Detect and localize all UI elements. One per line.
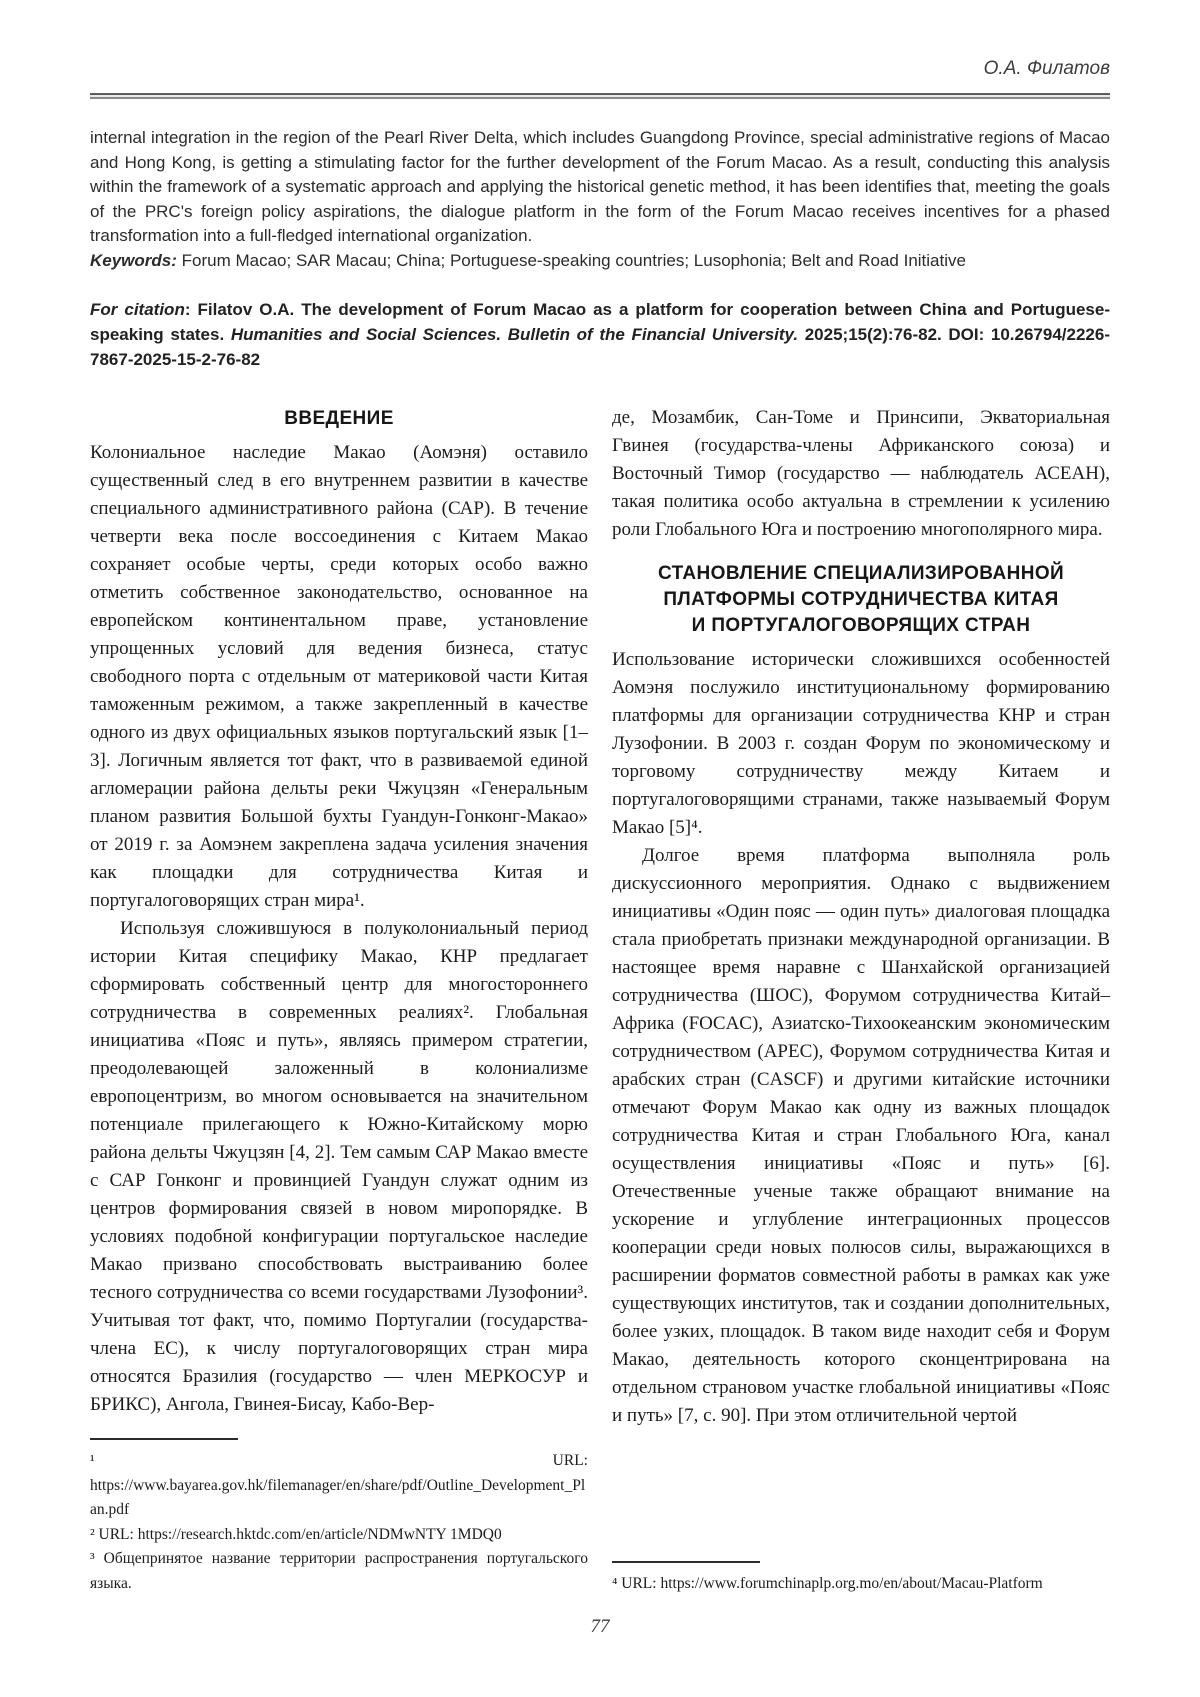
right-footnotes xyxy=(612,1561,1110,1597)
footnote-4: ⁴ URL: https://www.forumchinaplp.org.mo/en/about/Macau-Platform xyxy=(612,1574,1043,1592)
footnote-2: ² URL: https://research.hktdc.com/en/article/NDMwNTY 1MDQ0 xyxy=(90,1525,502,1543)
left-footnotes xyxy=(90,1438,588,1596)
running-head-author: О.А. Филатов xyxy=(983,58,1110,79)
citation-label: For citation xyxy=(90,300,185,319)
body-paragraph: Колониальное наследие Макао (Аомэня) оставило существенный след в его внутреннем развитии в качестве специального административного района (САР). В течение четверти века после воссоединения с Китаем Макао сохраняет особые черты, среди которых особо важно отметить собственное законодательство, основанное на европейском континентальном праве, установление упрощенных условий для ведения бизнеса, статус свободного порта с отдельным от материковой части Китая таможенным режимом, а также закрепленный в качестве одного из двух официальных языков португальский язык [1–3]. Логичным является тот факт, что в развиваемой единой агломерации района дельты реки Чжуцзян «Генеральным планом развития Большой бухты Гуандун-Гонконг-Макао» от 2019 г. за Аомэнем закреплена задача усиления значения как площадки для сотрудничества Китая и португалоговорящих стран мира¹. xyxy=(90,442,588,911)
citation-journal: Humanities and Social Sciences. Bulletin of the Financial University. xyxy=(230,325,805,344)
left-column xyxy=(90,404,588,1596)
right-column xyxy=(612,404,1110,1596)
body-paragraph: Использование исторически сложившихся особенностей Аомэня послужило институциональному формированию платформы для организации сотрудничества КНР и стран Лузофонии. В 2003 г. создан Форум по экономическому и торговому сотрудничеству между Китаем и португалоговорящими странами, также называемый Форум Макао [5]⁴. xyxy=(612,649,1110,838)
keywords-label: Keywords: xyxy=(90,250,177,270)
page-number: 77 xyxy=(590,1616,610,1637)
keywords-text: Forum Macao; SAR Macau; China; Portuguese-speaking countries; Lusophonia; Belt and Road Initiative xyxy=(176,250,966,270)
header-divider-rule xyxy=(90,93,1110,99)
citation-doi: 2025;15(2):76-82. DOI: 10.26794/2226-7867-2025-15-2-76-82 xyxy=(90,325,1110,369)
footnote-separator xyxy=(90,1438,238,1440)
footnote-1: ¹ URL: https://www.bayarea.gov.hk/filemanager/en/share/pdf/Outline_Development_Plan.pdf xyxy=(90,1452,588,1518)
two-column-layout xyxy=(90,404,1110,1596)
body-paragraph: Используя сложившуюся в полуколониальный период истории Китая специфику Макао, КНР предлагает сформировать собственный центр для многостороннего сотрудничества в современных реалиях². Глобальная инициатива «Пояс и путь», являясь примером стратегии, преодолевающей заложенный в колониализме европоцентризм, во многом основывается на значительном потенциале прилегающего к Южно-Китайскому морю района дельты Чжуцзян [4, 2]. Тем самым САР Макао вместе с САР Гонконг и провинцией Гуандун служат одним из центров формирования связей в новом миропорядке. В условиях подобной конфигурации португальское наследие Макао призвано способствовать выстраиванию более тесного сотрудничества со всеми государствами Лузофонии³. Учитывая тот факт, что, помимо Португалии (государства-члена ЕС), к числу португалоговорящих стран мира относятся Бразилия (государство — член МЕРКОСУР и БРИКС), Ангола, Гвинея-Бисау, Кабо-Вер- xyxy=(90,918,588,1415)
body-paragraph: Долгое время платформа выполняла роль дискуссионного мероприятия. Однако с выдвижением инициативы «Один пояс — один путь» диалоговая площадка стала приобретать признаки международной организации. В настоящее время наравне с Шанхайской организацией сотрудничества (ШОС), Форумом сотрудничества Китай–Африка (FOCAC), Азиатско-Тихоокеанским экономическим сотрудничеством (APEC), Форумом сотрудничества Китая и арабских стран (CASCF) и другими китайские источники отмечают Форум Макао как одну из важных площадок сотрудничества Китая и стран Глобального Юга, канал осуществления инициативы «Пояс и путь» [6]. Отечественные ученые также обращают внимание на ускорение и углубление интеграционных процессов кооперации среди новых полюсов силы, выражающихся в расширении форматов совместной работы в рамках как уже существующих институтов, так и создании дополнительных, более узких, площадок. В таком виде находит себя и Форум Макао, деятельность которого сконцентрирована на отдельном страновом участке глобальной инициативы «Пояс и путь» [7, с. 90]. При этом отличительной чертой xyxy=(612,845,1110,1426)
footnote-separator xyxy=(612,1561,760,1563)
section-heading-introduction: ВВЕДЕНИЕ xyxy=(284,408,394,429)
citation-text: : Filatov O.A. The development of Forum Macao as a platform for cooperation between China and Portuguese-speaking states. xyxy=(90,300,1110,344)
section-heading-platform: СТАНОВЛЕНИЕ СПЕЦИАЛИЗИРОВАННОЙ ПЛАТФОРМЫ СОТРУДНИЧЕСТВА КИТАЯ И ПОРТУГАЛОГОВОРЯЩИХ СТРАН xyxy=(657,563,1065,636)
footnote-3: ³ Общепринятое название территории распространения португальского языка. xyxy=(90,1550,588,1592)
keywords-line xyxy=(90,249,1110,274)
abstract-text: internal integration in the region of the Pearl River Delta, which includes Guangdong Province, special administrative regions of Macao and Hong Kong, is getting a stimulating factor for the further development of the Forum Macao. As a result, conducting this analysis within the framework of a systematic approach and applying the historical genetic method, it has been identifies that, meeting the goals of the PRC's foreign policy aspirations, the dialogue platform in the form of the Forum Macao receives incentives for a phased transformation into a full-fledged international organization. xyxy=(90,128,1110,245)
citation-block xyxy=(90,297,1110,372)
body-paragraph: де, Мозамбик, Сан-Томе и Принсипи, Экваториальная Гвинея (государства-члены Африканского союза) и Восточный Тимор (государство — наблюдатель АСЕАН), такая политика особо актуальна в стремлении к усилению роли Глобального Юга и построению многополярного мира. xyxy=(612,407,1110,540)
